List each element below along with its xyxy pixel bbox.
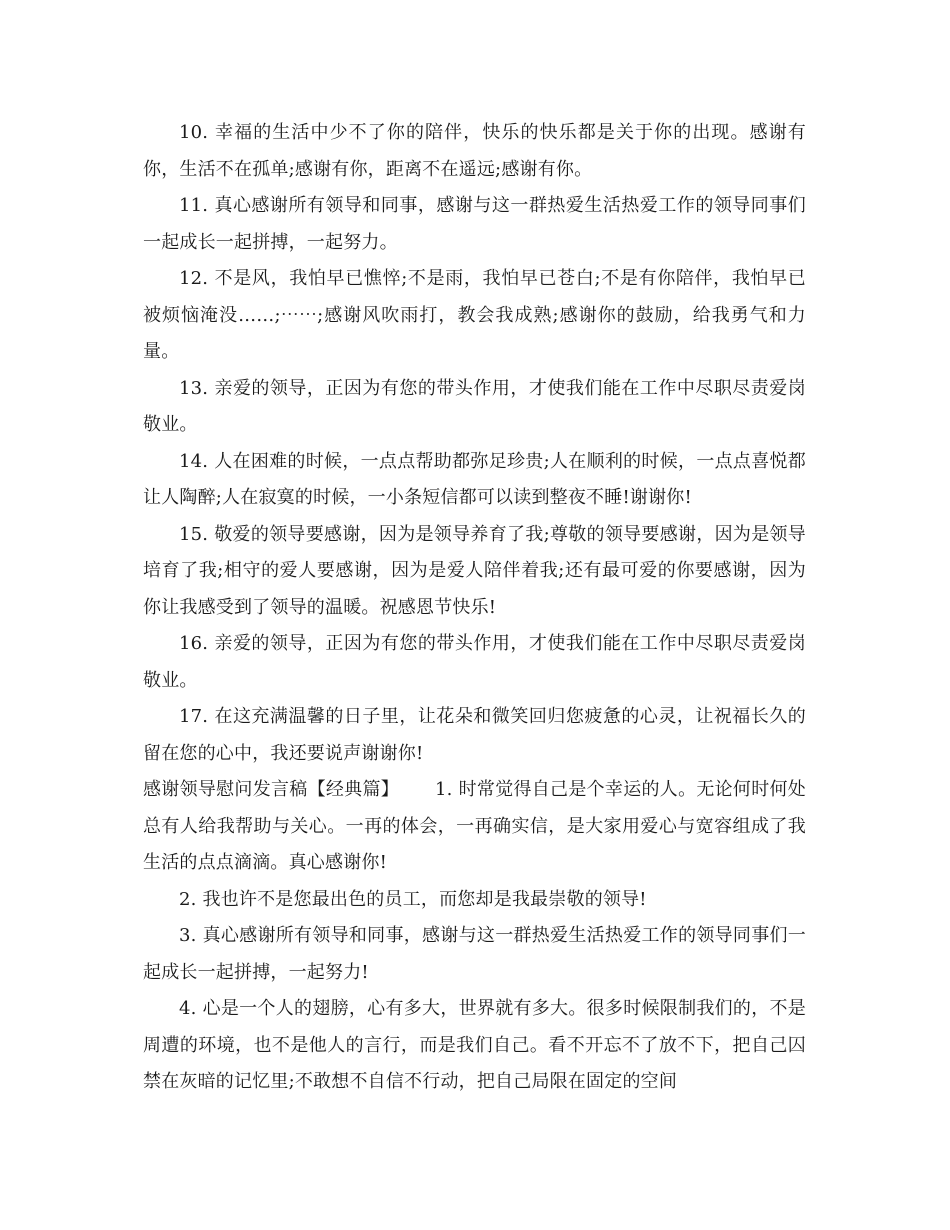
paragraph-13: 13. 亲爱的领导，正因为有您的带头作用，才使我们能在工作中尽职尽责爱岗敬业。 [143,377,806,435]
section-paragraph-2: 2. 我也许不是您最出色的员工，而您却是我最崇敬的领导! [179,888,647,910]
paragraph-15: 15. 敬爱的领导要感谢，因为是领导养育了我;尊敬的领导要感谢，因为是领导培育了我;相守的爱人要感谢，因为是爱人陪伴着我;还有最可爱的你要感谢，因为你让我感受到了领导的温暖。祝感恩节快乐! [143,523,806,618]
document-body [143,115,806,1101]
section-paragraph-1: 1. 时常觉得自己是个幸运的人。无论何时何处总有人给我帮助与关心。一再的体会，一再确实信，是大家用爱心与宽容组成了我生活的点点滴滴。真心感谢你! [143,779,806,873]
paragraph-14: 14. 人在困难的时候，一点点帮助都弥足珍贵;人在顺利的时候，一点点喜悦都让人陶醉;人在寂寞的时候，一小条短信都可以读到整夜不睡!谢谢你! [143,450,806,508]
section-heading: 感谢领导慰问发言稿【经典篇】 [143,779,400,800]
section-first-paragraph [143,772,806,882]
paragraph-12: 12. 不是风，我怕早已憔悴;不是雨，我怕早已苍白;不是有你陪伴，我怕早已被烦恼淹没……;⋯⋯;感谢风吹雨打，教会我成熟;感谢你的鼓励，给我勇气和力量。 [143,268,806,362]
paragraph-16: 16. 亲爱的领导，正因为有您的带头作用，才使我们能在工作中尽职尽责爱岗敬业。 [143,633,806,691]
section-paragraph-4: 4. 心是一个人的翅膀，心有多大，世界就有多大。很多时候限制我们的，不是周遭的环境，也不是他人的言行，而是我们自己。看不开忘不了放不下，把自己囚禁在灰暗的记忆里;不敢想不自信不行动，把自己局限在固定的空间 [143,998,806,1092]
section-paragraph-3: 3. 真心感谢所有领导和同事，感谢与这一群热爱生活热爱工作的领导同事们一起成长一起拼搏，一起努力! [143,925,806,983]
paragraph-11: 11. 真心感谢所有领导和同事，感谢与这一群热爱生活热爱工作的领导同事们一起成长一起拼搏，一起努力。 [143,195,806,253]
paragraph-17: 17. 在这充满温馨的日子里，让花朵和微笑回归您疲惫的心灵，让祝福长久的留在您的心中，我还要说声谢谢你! [143,706,806,764]
paragraph-10: 10. 幸福的生活中少不了你的陪伴，快乐的快乐都是关于你的出现。感谢有你，生活不在孤单;感谢有你，距离不在遥远;感谢有你。 [143,122,806,180]
